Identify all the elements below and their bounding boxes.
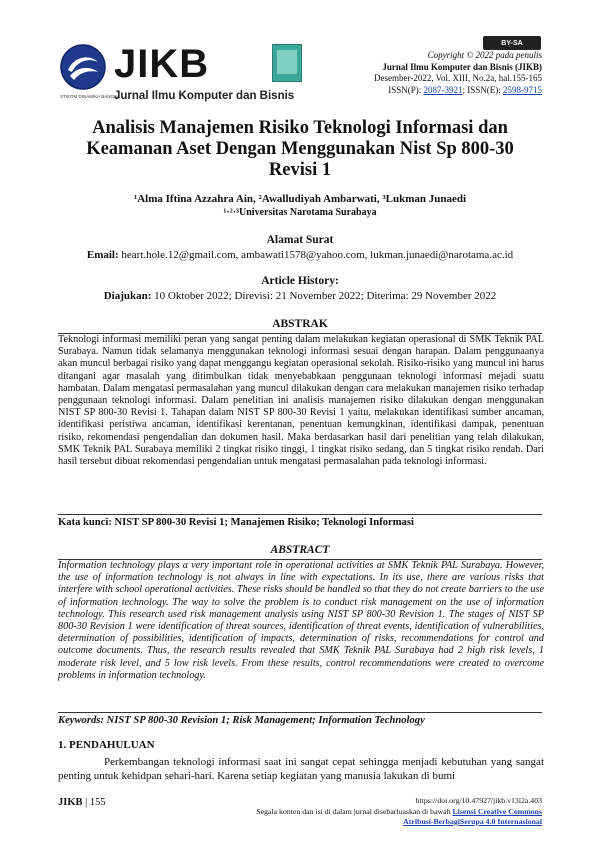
abstrak-heading: ABSTRAK xyxy=(272,318,328,330)
divider xyxy=(58,514,542,515)
journal-cover-icon xyxy=(272,44,302,82)
history-line: Diajukan: 10 Oktober 2022; Direvisi: 21 November 2022; Diterima: 29 November 2022 xyxy=(103,290,497,302)
abstract-heading: ABSTRACT xyxy=(270,544,330,556)
affiliation: ¹·²·³Universitas Narotama Surabaya xyxy=(223,207,377,218)
author-block xyxy=(0,193,600,219)
journal-name: Jurnal Ilmu Komputer dan Bisnis xyxy=(114,90,295,102)
divider xyxy=(58,712,542,713)
abstract-keywords: Keywords: NIST SP 800-30 Revision 1; Risk Management; Information Technology xyxy=(58,715,425,726)
issn-print-link[interactable]: 2087-3921 xyxy=(423,84,463,95)
journal-emblem-icon xyxy=(60,44,106,90)
history-heading: Article History: xyxy=(261,275,339,287)
logo-caption: STIKOM DINAMIKA BANGSA xyxy=(60,94,121,99)
cc-badge-label: BY-SA xyxy=(501,39,523,47)
license-link[interactable]: Lisensi Creative Commons xyxy=(452,806,542,816)
cc-license-icon[interactable] xyxy=(483,36,541,50)
author-names: ¹Alma Iftina Azzahra Ain, ²Awalludiyah Ambarwati, ³Lukman Junaedi xyxy=(133,193,467,205)
abstrak-keywords: Kata kunci: NIST SP 800-30 Revisi 1; Manajemen Risiko; Teknologi Informasi xyxy=(58,517,414,528)
paper-title: Analisis Manajemen Risiko Teknologi Informasi dan Keamanan Aset Dengan Menggunakan Nist Sp 800-30 Revisi 1 xyxy=(86,118,514,180)
doi-link[interactable]: https://doi.org/10.47927/jikb.v13i2a.403 xyxy=(415,796,542,805)
journal-line: Jurnal Ilmu Komputer dan Bisnis (JIKB) xyxy=(382,61,542,72)
issue-line: Desember-2022, Vol. XIII, No.2a, hal.155-165 xyxy=(374,73,542,83)
abstract-body: Information technology plays a very important role in operational activities at SMK Teknik PAL Surabaya. However, the use of information technology is not always in line with expectations. In its use, there are various risks that interfere with school operational activities. These risks should be handled so that they do not create barriers to the use of information technology. The way to solve the problem is to conduct risk management on the use of information technology. This research used risk management analysis using NIST SP 800-30 Revision 1. The stages of NIST SP 800-30 Revision 1 were identification of threat sources, identification of threat events, identification of vulnerabilities, determination of possibilities, identification of impacts, determination of risks, recommendations for control and outcome documents. Thus, the research results revealed that SMK Teknik PAL Surabaya had 2 high risk levels, 1 moderate risk level, and 5 low risk levels. From these results, control recommendations were created to overcome problems in information technology. xyxy=(58,560,544,681)
journal-info xyxy=(374,50,542,96)
issn-electronic-link[interactable]: 2598-9715 xyxy=(503,84,542,95)
issn-line: ISSN(P): 2087-3921; ISSN(E): 2598-9715 xyxy=(388,84,542,95)
copyright-line: Copyright © 2022 pada penulis xyxy=(427,50,542,60)
logo-wordmark: JIKB xyxy=(114,42,210,86)
intro-paragraph: Perkembangan teknologi informasi saat ini sangat cepat sehingga menjadi kebutuhan yang sangat penting untuk kehidpan sehari-hari. Karena setiap kegiatan yang manusia lakukan di bumi xyxy=(58,756,544,782)
address-heading: Alamat Surat xyxy=(266,234,334,246)
email-line: Email: heart.hole.12@gmail.com, ambawati1578@yahoo.com, lukman.junaedi@narotama.ac.id xyxy=(86,249,514,261)
page-footer: JIKB | 155 xyxy=(58,797,106,808)
footer-license: https://doi.org/10.47927/jikb.v13i2a.403 Segala konten dan isi di dalam jurnal disebarluaskan di bawah Lisensi Creative Commons Atribusi-BerbagiSerupa 4.0 Internasional xyxy=(256,796,542,826)
section-heading: 1. PENDAHULUAN xyxy=(58,739,155,751)
abstrak-body: Teknologi informasi memiliki peran yang sangat penting dalam melakukan kegiatan operasional di SMK Teknik PAL Surabaya. Namun tidak selamanya menggunakan teknologi informasi sesuai dengan harapan. Dalam penggunaanya akan muncul berbagai risiko yang dapat menggangu kegiatan operasional sekolah. Risiko-risiko yang muncul ini harus ditangani agar masalah yang ditimbulkan tidak menyebabkaan penggunaan teknologi informasi mejadi suatu hambatan. Dalam mengatasi permasalahan yang muncul dilakukan dengan cara melakukan manajemen risiko terhadap penggunaan teknologi informasi. Dalam penelitian ini analisis manajemen risiko dilakukan dengan menggunakan NIST SP 800-30 Revisi 1. Tahapan dalam NIST SP 800-30 Revisi 1 yaitu, melakukan identifikasi sumber ancaman, identifikasi peristiwa ancaman, identifikasi kerentanan, penentuan kemungkinan, identifikasi dampak, penentuan risiko, rekomendasi pengendalian dan dokumen hasil. Maka berdasarkan hasil dari penelitian yang telah dilakukan, SMK Teknik PAL Surabaya memiliki 2 tingkat risiko tinggi, 1 tingkat risiko sedang, dan 5 tingkat risiko rendah. Dari hasil tersebut dibuat rekomendasi pengendalian untuk mengatasi permasalahan pada teknologi informasi. xyxy=(58,334,544,468)
license-link-2[interactable]: Atribusi-BerbagiSerupa 4.0 Internasional xyxy=(403,817,542,826)
